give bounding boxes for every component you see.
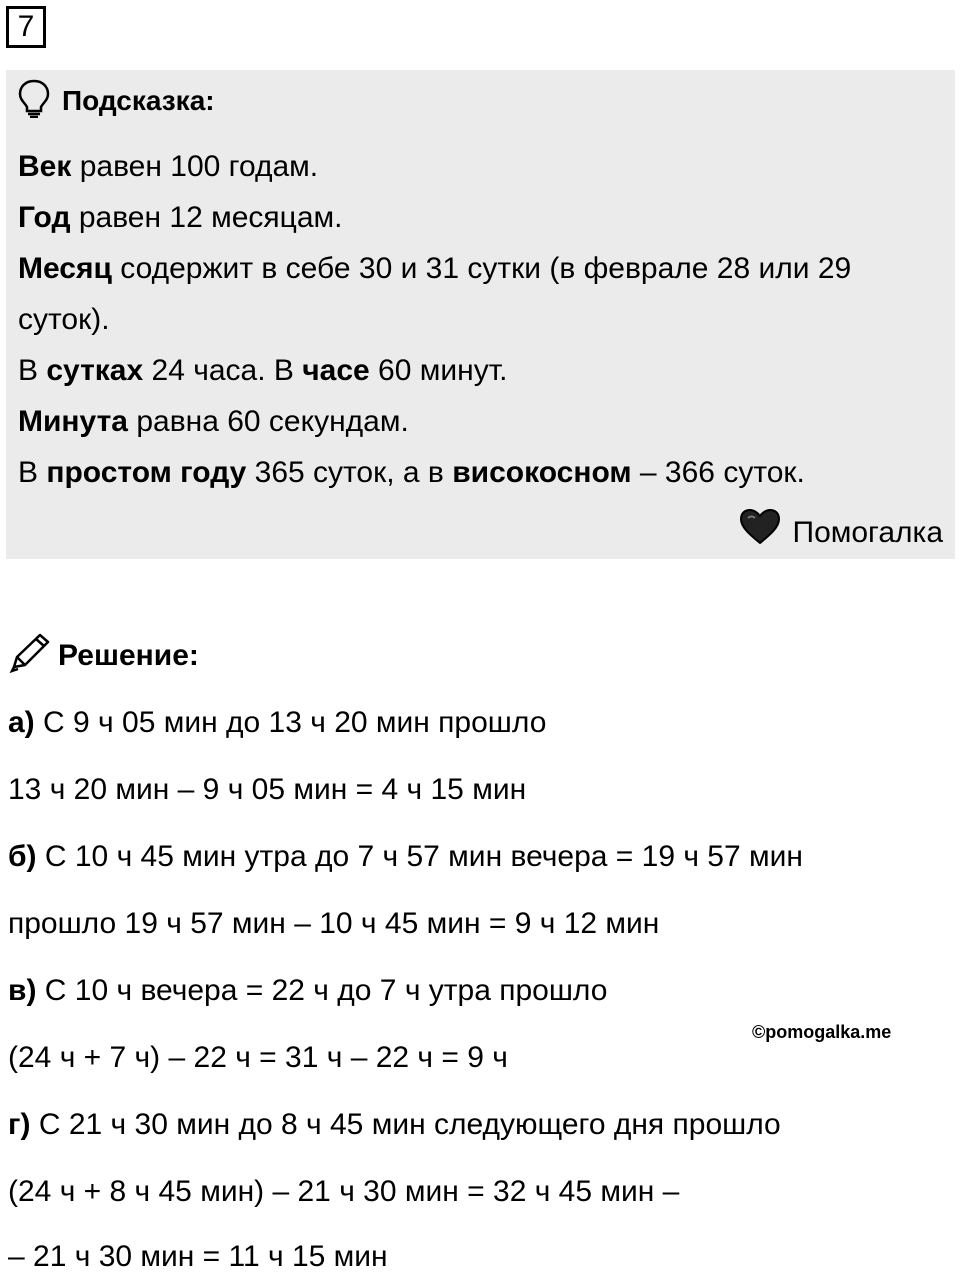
brand [739, 508, 944, 557]
solution-text: прошло 19 ч 57 мин – 10 ч 45 мин = 9 ч 12 мин [8, 907, 660, 940]
hint-text: В [18, 456, 47, 489]
watermark: ©pomogalka.me [752, 1022, 892, 1042]
hint-text: В [18, 354, 47, 387]
solution-line [8, 904, 659, 944]
solution-line [8, 703, 546, 743]
pencil-icon [8, 631, 58, 681]
solution-title [8, 634, 199, 678]
solution-text: 13 ч 20 мин – 9 ч 05 мин = 4 ч 15 мин [8, 773, 527, 806]
hint-term: сутках [46, 354, 144, 387]
solution-text: С 21 ч 30 мин до 8 ч 45 мин следующего дня прошло [30, 1108, 781, 1141]
item-label: а) [8, 706, 35, 739]
hint-line [18, 453, 805, 493]
hint-text: 60 минут. [369, 354, 508, 387]
hint-term: Минута [18, 405, 128, 438]
hint-text: содержит в себе 30 и 31 сутки (в феврале 28 или 29 [111, 252, 852, 285]
hint-text: суток). [18, 303, 110, 336]
item-label: в) [8, 974, 37, 1007]
hint-line [18, 351, 507, 391]
hint-line [18, 249, 851, 289]
task-number: 7 [6, 6, 46, 48]
hint-line [18, 300, 110, 340]
hint-text: 24 часа. В [143, 354, 303, 387]
heart-icon [739, 508, 793, 557]
item-label: б) [8, 840, 37, 873]
solution-text: (24 ч + 8 ч 45 мин) – 21 ч 30 мин = 32 ч 45 мин – [8, 1175, 680, 1208]
hint-term: часе [302, 354, 370, 387]
item-label: г) [8, 1108, 31, 1141]
hint-term: Век [18, 150, 72, 183]
hint-line [18, 402, 409, 442]
solution-line [8, 1038, 508, 1078]
solution-text: С 9 ч 05 мин до 13 ч 20 мин прошло [34, 706, 547, 739]
hint-line [18, 147, 318, 187]
brand-name: Помогалка [792, 515, 943, 549]
solution-text: – 21 ч 30 мин = 11 ч 15 мин [8, 1240, 388, 1273]
hint-box [6, 70, 955, 559]
solution-title-text: Решение: [58, 639, 199, 672]
solution-line [8, 1237, 388, 1276]
solution-text: С 10 ч 45 мин утра до 7 ч 57 мин вечера = 19 ч 57 мин [36, 840, 803, 873]
hint-text: равен 12 месяцам. [70, 201, 343, 234]
hint-text: – 366 суток. [631, 456, 805, 489]
hint-text: равна 60 секундам. [127, 405, 409, 438]
hint-title-text: Подсказка: [62, 85, 215, 116]
hint-term: простом году [46, 456, 247, 489]
solution-text: С 10 ч вечера = 22 ч до 7 ч утра прошло [36, 974, 608, 1007]
solution-line [8, 837, 803, 877]
lightbulb-icon [16, 78, 62, 125]
hint-line [18, 198, 342, 238]
hint-term: Год [18, 201, 71, 234]
solution-text: (24 ч + 7 ч) – 22 ч = 31 ч – 22 ч = 9 ч [8, 1041, 508, 1074]
solution-line [8, 1105, 781, 1145]
hint-text: равен 100 годам. [71, 150, 319, 183]
solution-line [8, 770, 526, 810]
solution-line [8, 1172, 679, 1212]
hint-text: 365 суток, а в [246, 456, 453, 489]
solution-line [8, 971, 607, 1011]
hint-term: Месяц [18, 252, 112, 285]
hint-term: високосном [452, 456, 632, 489]
hint-title [16, 80, 215, 122]
